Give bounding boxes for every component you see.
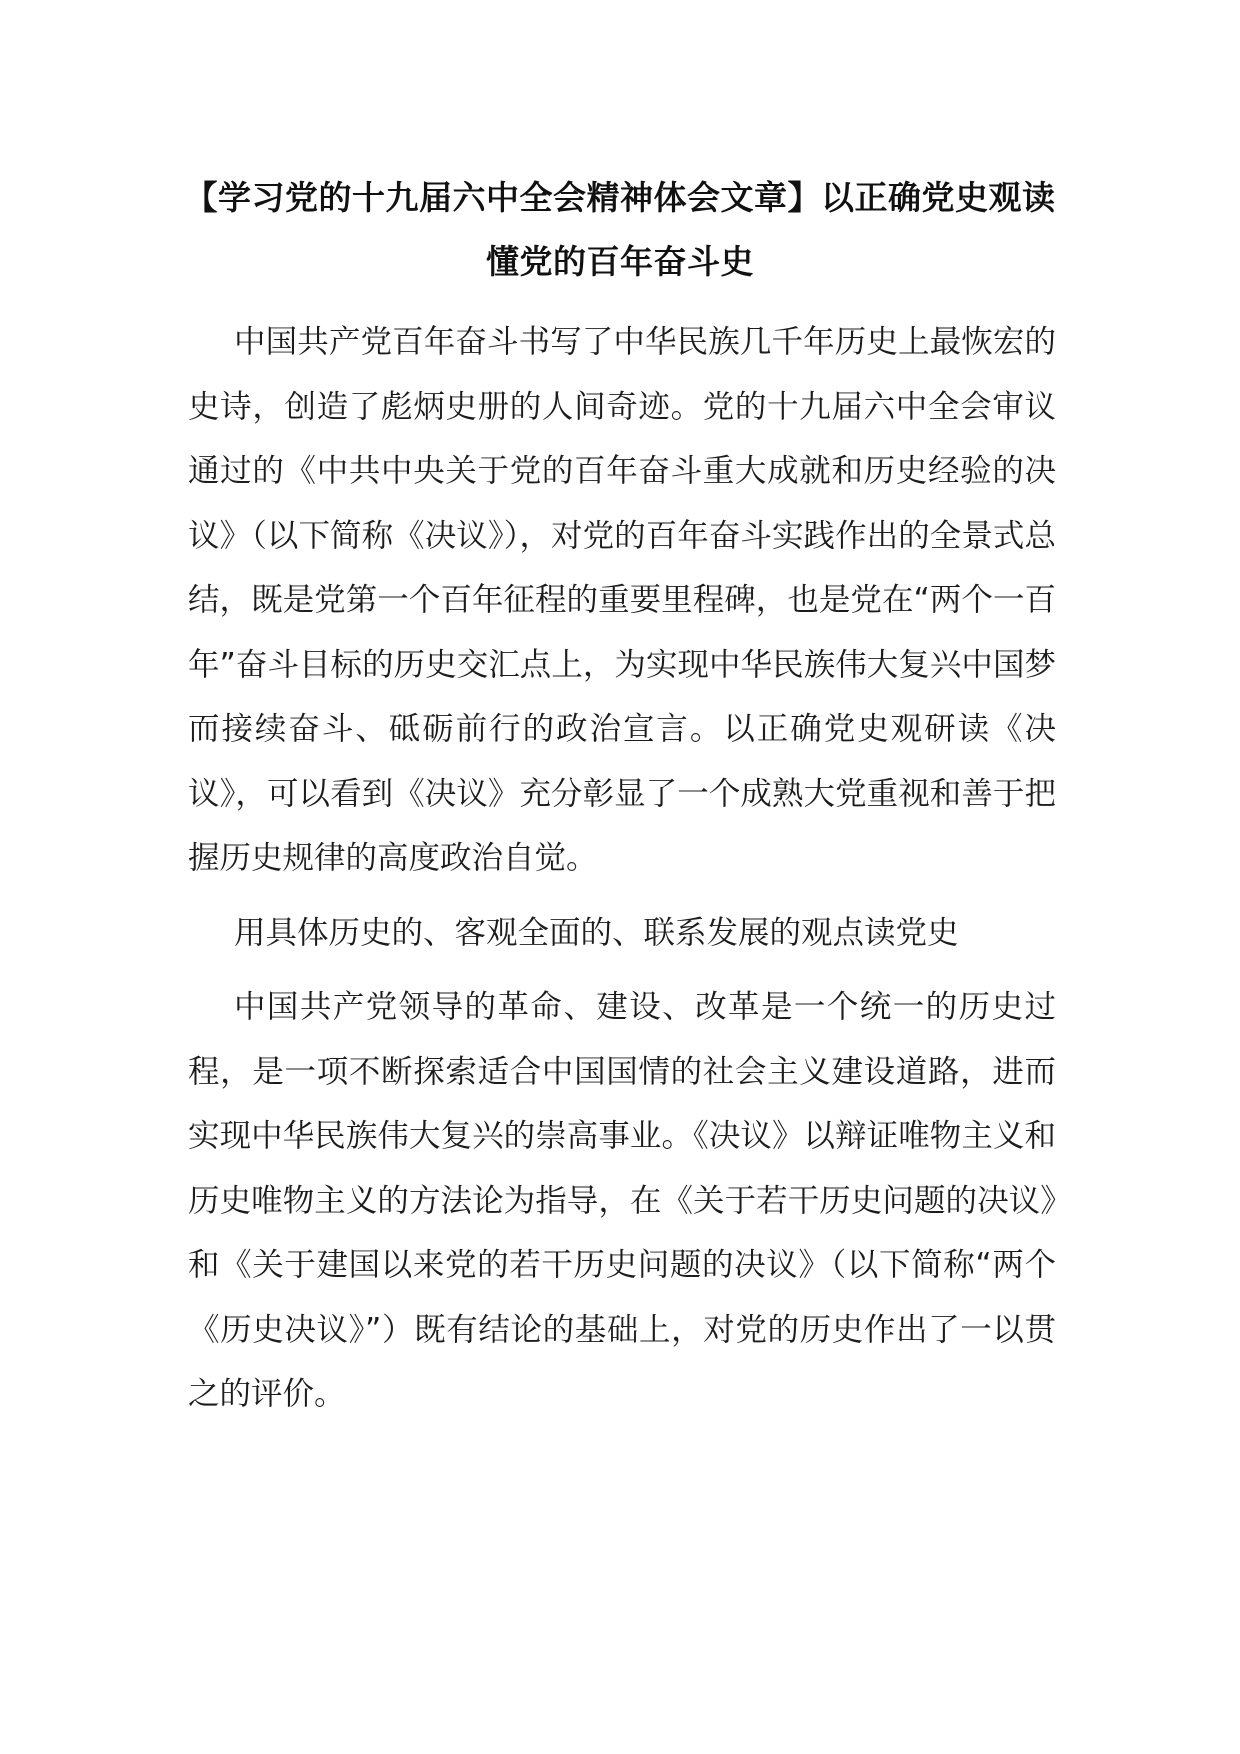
document-title-line-2: 懂党的百年奋斗史 — [486, 242, 754, 281]
paragraph-history: 中国共产党领导的革命、建设、改革是一个统一的历史过程，是一项不断探索适合中国国情的社会主义建设道路，进而实现中华民族伟大复兴的崇高事业。《决议》以辩证唯物主义和历史唯物主义的方法论为指导，在《关于若干历史问题的决议》和《关于建国以来党的若干历史问题的决议》（以下简称“两个《历史决议》”）既有结论的基础上，对党的历史作出了一以贯之的评价。 — [188, 989, 1056, 1412]
document-title — [150, 166, 1090, 294]
document-title-line-1: 【学习党的十九届六中全会精神体会文章】以正确党史观读 — [184, 178, 1056, 217]
paragraph-intro: 中国共产党百年奋斗书写了中华民族几千年历史上最恢宏的史诗，创造了彪炳史册的人间奇迹。党的十九届六中全会审议通过的《中共中央关于党的百年奋斗重大成就和历史经验的决议》（以下简称《决议》），对党的百年奋斗实践作出的全景式总结，既是党第一个百年征程的重要里程碑，也是党在“两个一百年”奋斗目标的历史交汇点上，为实现中华民族伟大复兴中国梦而接续奋斗、砥砺前行的政治宣言。以正确党史观研读《决议》，可以看到《决议》充分彰显了一个成熟大党重视和善于把握历史规律的高度政治自觉。 — [188, 324, 1056, 876]
document-body — [188, 310, 1056, 1427]
section-heading: 用具体历史的、客观全面的、联系发展的观点读党史 — [234, 914, 959, 951]
